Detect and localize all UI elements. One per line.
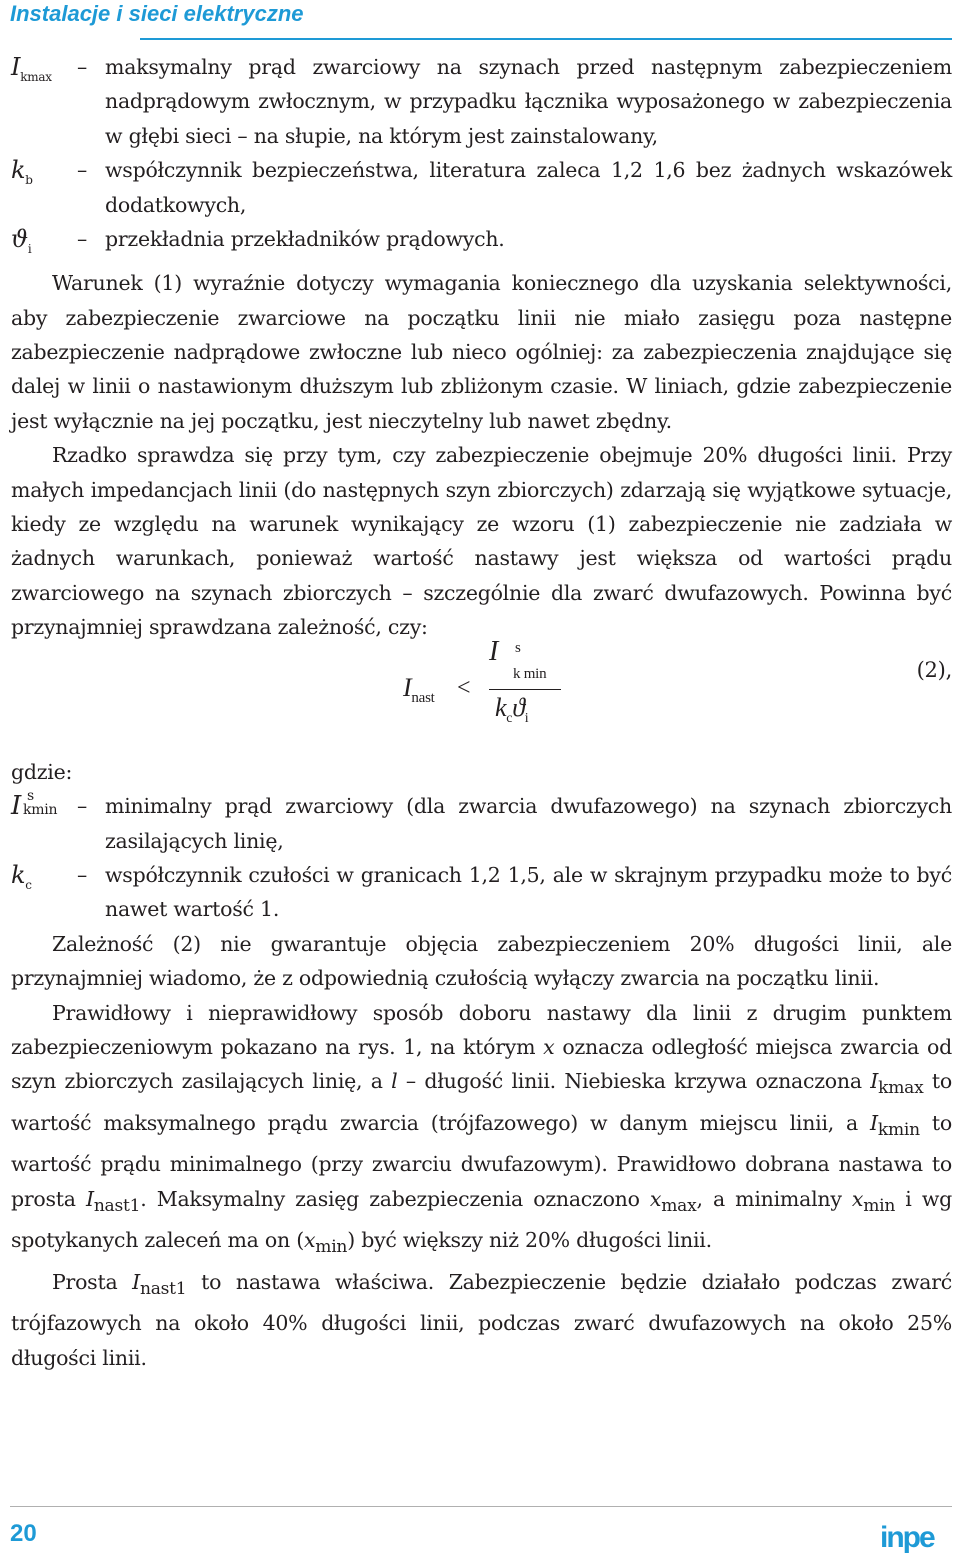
symbol-ikmax: $I_{kmax}$ — [11, 53, 52, 84]
paragraph-1: Warunek (1) wyraźnie dotyczy wymagania koniecznego dla uzyskania selektywności, aby zabezpieczenie zwarciowe na początku linii nie miało zasięgu poza następne zabezpieczenie nadprądowe zwłoczne lub nieco ogólniej: za zabezpieczenia znajdujące się dalej w linii o nastawionym dłuższym lub zbliżonym czasie. W liniach, gdzie zabezpieczenie jest wyłącznie na jej początku, jest nieczytelny lub nawet zbędny. — [11, 271, 952, 433]
definition-text: minimalny prąd zwarciowy (dla zwarcia dwufazowego) na szynach zbiorczych zasilających linię, — [105, 794, 952, 853]
definition-kb: $k_b$ – współczynnik bezpieczeństwa, literatura zaleca 1,2 1,6 bez żadnych wskazówek dodatkowych, — [11, 153, 952, 222]
paragraph-2: Rzadko sprawdza się przy tym, czy zabezpieczenie obejmuje 20% długości linii. Przy małych impedancjach linii (do następnych szyn zbiorczych) zdarzają się wyjątkowe sytuacje, kiedy ze względu na warunek wynikający ze wzoru (1) zabezpieczenie nie zadziała w żadnych warunkach, ponieważ wartość nastawy jest większa od wartości prądu zwarciowego na szynach zbiorczych – szczególnie dla zwarć dwufazowych. Powinna być przynajmniej sprawdzana zależność, czy: — [11, 443, 952, 640]
definition-text: maksymalny prąd zwarciowy na szynach przed następnym zabezpieczeniem nadprądowym zwłocznym, w przypadku łącznika wyposażonego w zabezpieczenia w głębi sieci – na słupie, na którym jest zainstalowany, — [105, 55, 952, 148]
definition-text: współczynnik czułości w granicach 1,2 1,5, ale w skrajnym przypadku może to być nawet wartość 1. — [105, 862, 952, 922]
definition-ikmax: $I_{kmax}$ – maksymalny prąd zwarciowy na szynach przed następnym zabezpieczeniem nadprądowym zwłocznym, w przypadku łącznika wyposażonego w zabezpieczenia w głębi sieci – na słupie, na którym jest zainstalowany, — [11, 50, 952, 153]
formula-denominator: $k_cϑ_i$ — [495, 692, 529, 726]
page-header — [0, 0, 960, 40]
gdzie-label: gdzie: — [11, 759, 73, 784]
definition-iskmin: I s kmin – minimalny prąd zwarciowy (dla zwarcia dwufazowego) na szynach zbiorczych zasilających linię, — [11, 789, 952, 858]
header-rule — [140, 38, 952, 40]
paragraph-4: Prawidłowy i nieprawidłowy sposób doboru nastawy dla linii z drugim punktem zabezpieczeniowym pokazano na rys. 1, na którym x oznacza odległość miejsca zwarcia od szyn zbiorczych zasilających linię, a l – długość linii. Niebieska krzywa oznaczona $I_{kmax}$ to wartość maksymalnego prądu zwarcia (trójfazowego) w danym miejscu linii, a $I_{kmin}$ to wartość prądu minimalnego (przy zwarciu dwufazowym). Prawidłowo dobrana nastawa to prosta $I_{nast1}$. Maksymalny zasięg zabezpieczenia oznaczono $x_{max}$, a minimalny $x_{min}$ i wg spotykanych zaleceń ma on $(x_{min})$ być większy niż 20% długości linii. — [11, 1000, 952, 1258]
formula-2 — [11, 635, 952, 755]
article-body — [11, 50, 952, 1375]
definition-theta-i: $ϑ_i$ – przekładnia przekładników prądowych. — [11, 222, 952, 266]
footer-rule — [10, 1506, 952, 1507]
symbol-theta-i: $ϑ_i$ — [11, 225, 32, 256]
symbol-kb: $k_b$ — [11, 156, 33, 188]
section-title: Instalacje i sieci elektryczne — [10, 1, 304, 26]
formula-lhs: $I_{nast}$ — [403, 672, 435, 706]
definitions-list-2 — [11, 789, 952, 927]
definition-kc: $k_c$ – współczynnik czułości w granicach 1,2 1,5, ale w skrajnym przypadku może to być nawet wartość 1. — [11, 858, 952, 927]
symbol-kc: $k_c$ — [11, 860, 32, 892]
symbol-iskmin: I s kmin — [11, 788, 58, 822]
paragraph-5: Prosta $I_{nast1}$ to nastawa właściwa. Zabezpieczenie będzie działało podczas zwarć trójfazowych na około 40% długości linii, podczas zwarć dwufazowych na około 25% długości linii. — [11, 1269, 952, 1370]
definitions-list-1 — [11, 50, 952, 266]
equation-number: (2), — [916, 657, 952, 682]
inpe-logo: inpe — [880, 1521, 934, 1554]
formula-numerator: I s k min — [489, 635, 547, 682]
formula-operator: < — [457, 674, 471, 701]
page-number: 20 — [10, 1520, 37, 1547]
definition-text: współczynnik bezpieczeństwa, literatura zaleca 1,2 1,6 bez żadnych wskazówek dodatkowych, — [105, 158, 952, 217]
definition-text: przekładnia przekładników prądowych. — [105, 227, 505, 252]
paragraph-3: Zależność (2) nie gwarantuje objęcia zabezpieczeniem 20% długości linii, ale przynajmniej wiadomo, że z odpowiednią czułością wyłączy zwarcia na początku linii. — [11, 931, 952, 991]
